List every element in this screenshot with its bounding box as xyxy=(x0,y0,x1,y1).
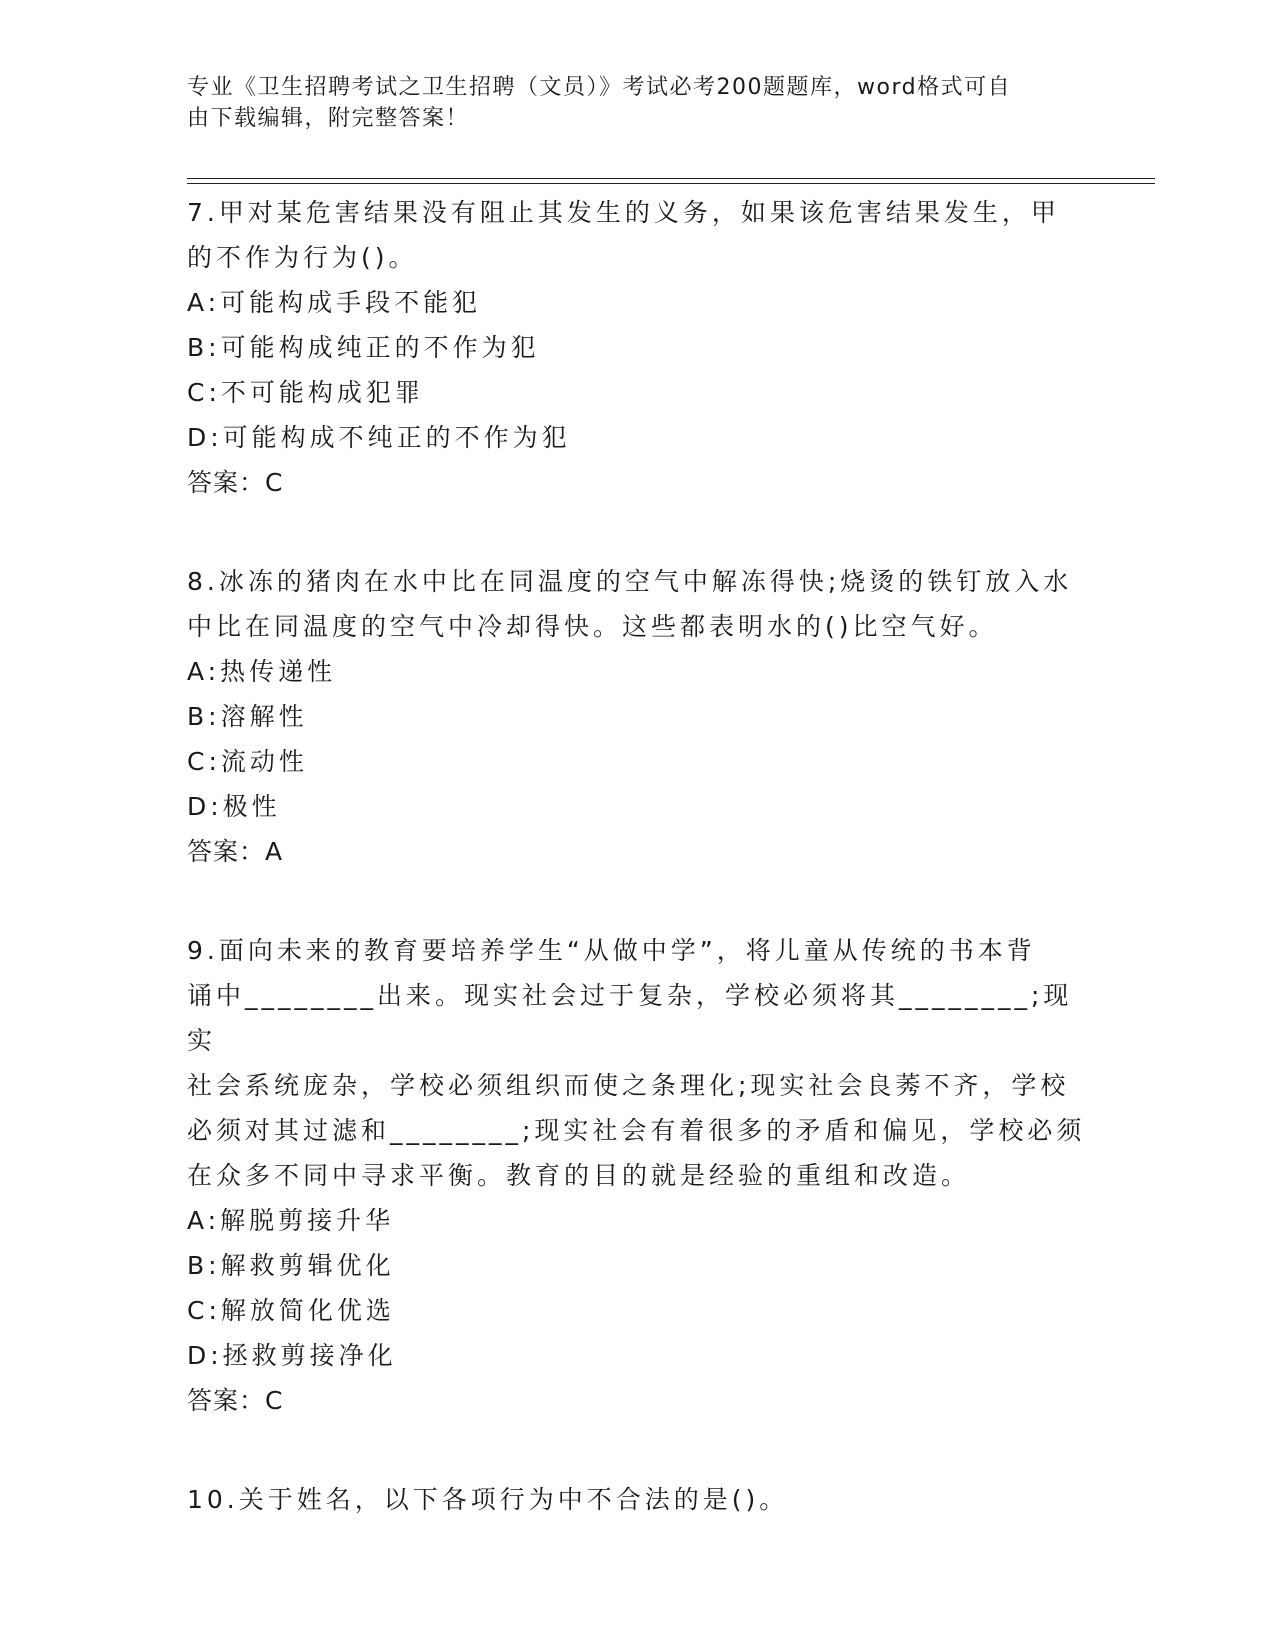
question-10 xyxy=(187,1477,1087,1522)
question-stem-line: 社会系统庞杂，学校必须组织而使之条理化;现实社会良莠不齐，学校 xyxy=(187,1071,1070,1100)
question-9 xyxy=(187,928,1087,1423)
answer-label: 答案：C xyxy=(187,468,284,497)
option-a: A:解脱剪接升华 xyxy=(187,1206,395,1235)
option-c: C:流动性 xyxy=(187,747,308,776)
question-stem-line: 10.关于姓名，以下各项行为中不合法的是()。 xyxy=(187,1485,789,1514)
question-stem-line: 的不作为行为()。 xyxy=(187,243,418,272)
document-header xyxy=(187,72,1067,134)
question-stem-line: 8.冰冻的猪肉在水中比在同温度的空气中解冻得快;烧烫的铁钉放入水 xyxy=(187,567,1073,596)
option-a: A:可能构成手段不能犯 xyxy=(187,288,482,317)
header-line-2: 由下载编辑，附完整答案！ xyxy=(187,106,470,131)
question-stem-line: 在众多不同中寻求平衡。教育的目的就是经验的重组和改造。 xyxy=(187,1161,971,1190)
option-b: B:解救剪辑优化 xyxy=(187,1251,395,1280)
question-stem-line: 中比在同温度的空气中冷却得快。这些都表明水的()比空气好。 xyxy=(187,612,998,641)
question-stem-line: 9.面向未来的教育要培养学生“从做中学”，将儿童从传统的书本背 xyxy=(187,936,1036,965)
option-c: C:不可能构成犯罪 xyxy=(187,378,424,407)
answer-label: 答案：C xyxy=(187,1386,284,1415)
option-c: C:解放简化优选 xyxy=(187,1296,395,1325)
option-d: D:可能构成不纯正的不作为犯 xyxy=(187,423,571,452)
question-8 xyxy=(187,559,1087,874)
question-list xyxy=(187,190,1087,1576)
question-stem-line: 7.甲对某危害结果没有阻止其发生的义务，如果该危害结果发生，甲 xyxy=(187,198,1060,227)
question-stem-line: 诵中________出来。现实社会过于复杂，学校必须将其________;现实 xyxy=(187,981,1073,1055)
answer-label: 答案：A xyxy=(187,837,284,866)
option-b: B:可能构成纯正的不作为犯 xyxy=(187,333,540,362)
option-d: D:拯救剪接净化 xyxy=(187,1341,397,1370)
option-a: A:热传递性 xyxy=(187,657,337,686)
question-stem-line: 必须对其过滤和________;现实社会有着很多的矛盾和偏见，学校必须 xyxy=(187,1116,1086,1145)
header-divider-top xyxy=(187,178,1155,179)
option-b: B:溶解性 xyxy=(187,702,308,731)
question-7 xyxy=(187,190,1087,505)
header-line-1: 专业《卫生招聘考试之卫生招聘（文员）》考试必考200题题库，word格式可自 xyxy=(187,75,1012,100)
option-d: D:极性 xyxy=(187,792,281,821)
header-divider-bottom xyxy=(187,183,1155,184)
